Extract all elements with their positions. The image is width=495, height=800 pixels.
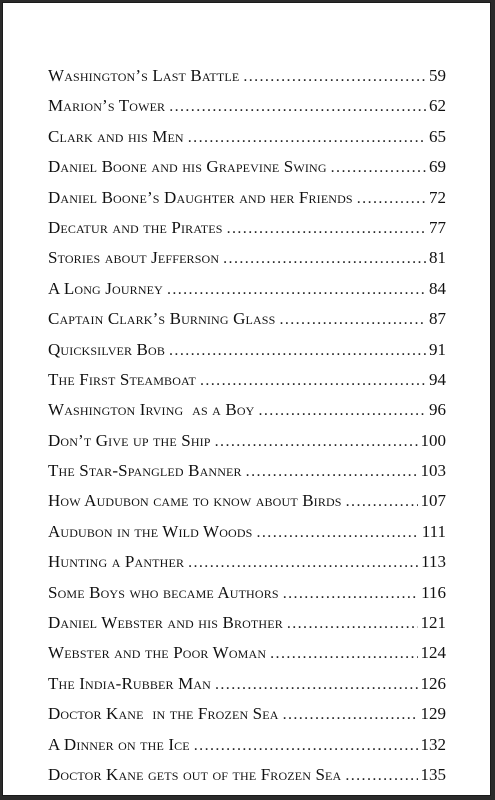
- toc-entry-page: 132: [420, 734, 446, 754]
- toc-entry-title: Doctor Kane gets out of the Frozen Sea: [48, 764, 342, 784]
- toc-entry: [48, 522, 446, 552]
- toc-entry: [48, 309, 446, 339]
- toc-entry-title: A Dinner on the Ice: [48, 734, 190, 754]
- dot-leader: [345, 767, 417, 785]
- toc-entry: [48, 279, 446, 309]
- toc-entry-title: Hunting a Panther: [48, 552, 185, 572]
- toc-entry: [48, 613, 446, 643]
- toc-entry-title: The Star-Spangled Banner: [48, 461, 242, 481]
- toc-entry: [48, 157, 446, 187]
- toc-entry-page: 111: [421, 521, 446, 541]
- toc-entry: [48, 188, 446, 218]
- toc-entry: [48, 431, 446, 461]
- dot-leader: [357, 190, 426, 208]
- dot-leader: [287, 615, 418, 633]
- toc-entry: [48, 248, 446, 278]
- toc-entry-page: 96: [429, 400, 446, 420]
- toc-entry-page: 100: [420, 430, 446, 450]
- toc-entry-title: Quicksilver Bob: [48, 339, 166, 359]
- toc-entry: [48, 643, 446, 673]
- toc-entry-page: 124: [420, 643, 446, 663]
- dot-leader: [279, 311, 426, 329]
- toc-entry: [48, 583, 446, 613]
- toc-entry: [48, 127, 446, 157]
- dot-leader: [200, 372, 426, 390]
- toc-entry-page: 62: [429, 96, 446, 116]
- dot-leader: [257, 524, 419, 542]
- dot-leader: [227, 220, 426, 238]
- toc-entry: [48, 491, 446, 521]
- toc-entry-title: Decatur and the Pirates: [48, 217, 223, 237]
- dot-leader: [246, 463, 418, 481]
- toc-entry: [48, 735, 446, 765]
- toc-entry-page: 91: [429, 339, 446, 359]
- toc-entry-page: 126: [420, 673, 446, 693]
- toc-entry-page: 65: [429, 126, 446, 146]
- dot-leader: [331, 159, 426, 177]
- toc-entry-title: Some Boys who became Authors: [48, 582, 279, 602]
- toc-entry-title: Daniel Boone and his Grapevine Swing: [48, 157, 327, 177]
- dot-leader: [188, 554, 418, 572]
- dot-leader: [283, 585, 418, 603]
- toc-entry-title: Stories about Jefferson: [48, 248, 220, 268]
- toc-entry-page: 94: [429, 369, 446, 389]
- table-of-contents: [48, 66, 446, 795]
- toc-entry-page: 69: [429, 157, 446, 177]
- dot-leader: [188, 129, 426, 147]
- toc-entry-page: 72: [429, 187, 446, 207]
- toc-entry-page: 135: [420, 764, 446, 784]
- toc-entry-title: Captain Clark’s Burning Glass: [48, 309, 276, 329]
- toc-entry: [48, 765, 446, 795]
- dot-leader: [169, 98, 426, 116]
- dot-leader: [223, 250, 426, 268]
- toc-entry-page: 113: [421, 552, 446, 572]
- toc-entry-title: Audubon in the Wild Woods: [48, 521, 253, 541]
- toc-entry-title: A Long Journey: [48, 278, 163, 298]
- dot-leader: [194, 737, 418, 755]
- toc-entry-title: Clark and his Men: [48, 126, 184, 146]
- toc-entry: [48, 370, 446, 400]
- toc-entry: [48, 218, 446, 248]
- toc-entry-title: Doctor Kane in the Frozen Sea: [48, 704, 279, 724]
- toc-entry-page: 59: [429, 66, 446, 85]
- dot-leader: [215, 676, 418, 694]
- toc-entry: [48, 552, 446, 582]
- toc-entry: [48, 461, 446, 491]
- toc-entry-page: 121: [420, 613, 446, 633]
- toc-entry-title: Washington Irving as a Boy: [48, 400, 255, 420]
- dot-leader: [270, 645, 417, 663]
- dot-leader: [215, 433, 418, 451]
- toc-entry: [48, 400, 446, 430]
- toc-entry-page: 84: [429, 278, 446, 298]
- dot-leader: [283, 706, 418, 724]
- toc-entry-title: Marion’s Tower: [48, 96, 166, 116]
- toc-entry-page: 77: [429, 217, 446, 237]
- toc-entry-page: 81: [429, 248, 446, 268]
- toc-entry-page: 107: [420, 491, 446, 511]
- dot-leader: [243, 68, 426, 86]
- dot-leader: [346, 493, 418, 511]
- toc-entry: [48, 96, 446, 126]
- toc-entry-title: Washington’s Last Battle: [48, 66, 240, 85]
- toc-entry-page: 116: [421, 582, 446, 602]
- toc-entry-title: Webster and the Poor Woman: [48, 643, 267, 663]
- toc-entry: [48, 704, 446, 734]
- dot-leader: [169, 342, 426, 360]
- toc-entry-page: 129: [420, 704, 446, 724]
- dot-leader: [259, 402, 427, 420]
- toc-entry-title: The First Steamboat: [48, 369, 196, 389]
- book-page: [2, 2, 491, 796]
- dot-leader: [167, 281, 426, 299]
- toc-entry-title: Daniel Boone’s Daughter and her Friends: [48, 187, 353, 207]
- toc-entry: [48, 66, 446, 96]
- toc-entry: [48, 340, 446, 370]
- toc-entry: [48, 674, 446, 704]
- toc-entry-title: The India-Rubber Man: [48, 673, 211, 693]
- toc-entry-title: How Audubon came to know about Birds: [48, 491, 342, 511]
- toc-entry-title: Don’t Give up the Ship: [48, 430, 211, 450]
- toc-entry-title: Daniel Webster and his Brother: [48, 613, 283, 633]
- toc-entry-page: 103: [420, 461, 446, 481]
- toc-entry-page: 87: [429, 309, 446, 329]
